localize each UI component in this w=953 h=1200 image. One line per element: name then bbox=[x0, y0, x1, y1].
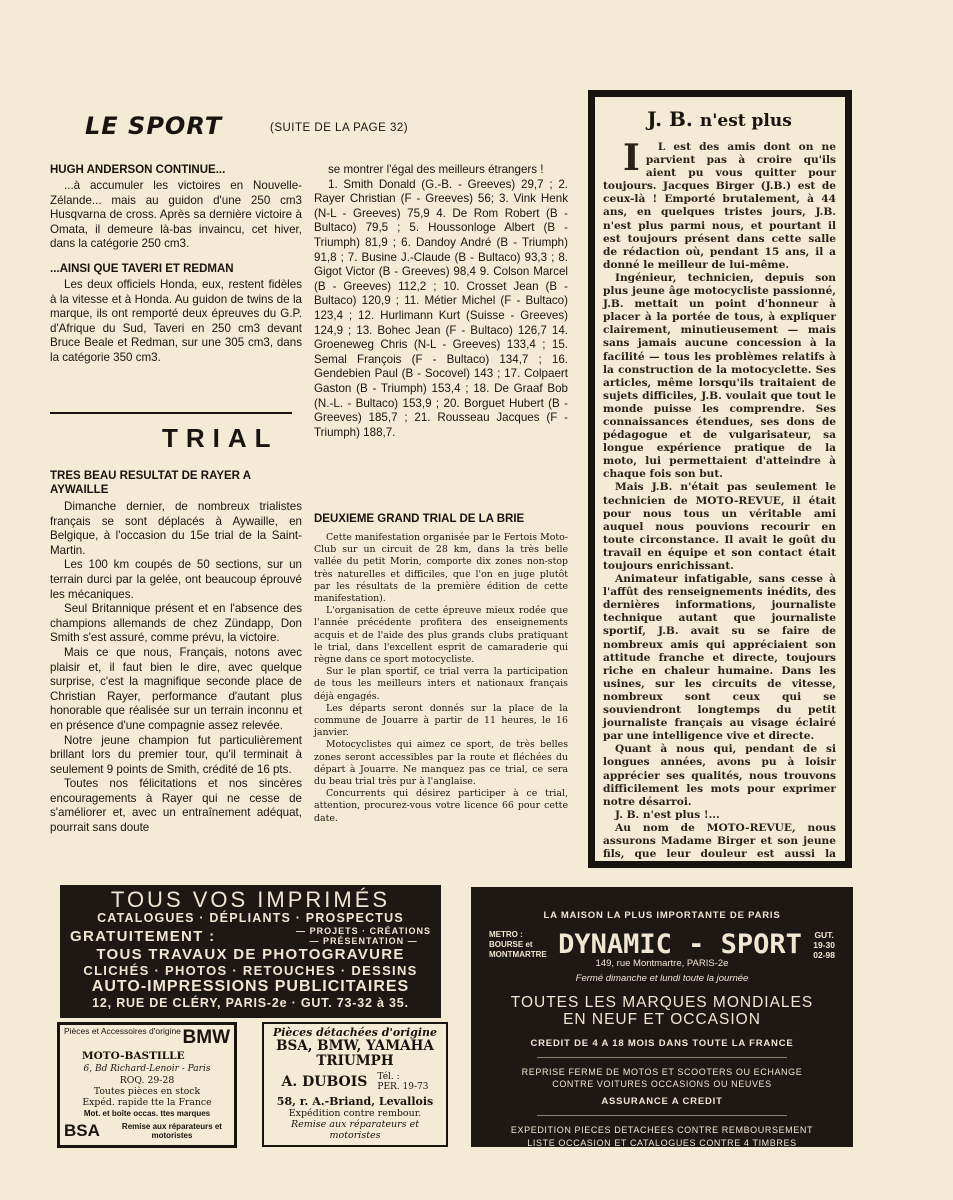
bmw-logo: BMW bbox=[182, 1027, 230, 1048]
paragraph: Mais J.B. n'était pas seulement le technicien de MOTO-REVUE, il était pour nous tous un véritable ami auquel nous pouvions recourir en toute circonstance. Il avait le goût du travail en équipe et son contact était toujours enrichissant. bbox=[603, 481, 836, 572]
paragraph: Ingénieur, technicien, depuis son plus jeune âge motocycliste passionné, J.B. mettait un point d'honneur à placer à la portée de tous, à expliquer clairement, minutieusement — mais sans jamais aucune concession à la facilité — tous les problèmes relatifs à la construction de la motocyclette. Ses articles, même lorsqu'ils traitaient de sujets difficiles, J.B. voulait que tout le monde puisse les comprendre. Ses connaissances étendues, ses dons de pédagogue et de vulgarisateur, sa longue expérience pratique de la moto, lui permettaient d'atteindre à chaque fois son but. bbox=[603, 271, 836, 481]
divider bbox=[537, 1057, 787, 1058]
divider bbox=[537, 1115, 787, 1116]
dynamic-sport-logo: DYNAMIC - SPORT bbox=[558, 929, 802, 960]
headline: HUGH ANDERSON CONTINUE... bbox=[50, 164, 226, 176]
paragraph: Les départs seront donnés sur la place de la commune de Jouarre à partir de 11 heures, le 16 janvier. bbox=[314, 702, 568, 739]
results-list: 1. Smith Donald (G.-B. - Greeves) 29,7 ; 2. Rayer Christian (F - Greeves) 56; 3. Vink Henk (N-L - Greeves) 75,9 4. De Rom Robert (B - Bultaco) 79,5 ; 5. Houssonloge Albert (B - Triumph) 81,9 ; 6. Dandoy André (B - Triumph) 91,8 ; 7. Busine J.-Claude (B - Bultaco) 93,3 ; 8. Gigot Victor (B - Greeves) 98,4 9. Colson Marcel (B - Greeves) 112,2 ; 10. Crosset Jean (B - Bultaco) 120,9 ; 11. Métier Michel (F - Bultaco) 123,4 ; 12. Hurlimann Kurt (Suisse - Greeves) 124,9 ; 13. Bohec Jean (F - Bultaco) 126,7 14. Groeneweg Chris (N-L - Greeves) 133,4 ; 15. Semal François (F - Bultaco) 134,7 ; 16. Gendebien Paul (B - Socovel) 143 ; 17. Colpaert Gaston (B - Triumph) 153,4 ; 18. De Graaf Bob (N.-L. - Bultaco) 153,9 ; 20. Borguet Hubert (B - Greeves) 185,7 ; 21. Rousseau Jacques (F - Triumph) 188,7. bbox=[314, 177, 568, 439]
trial-heading: TRIAL bbox=[162, 423, 279, 453]
continuation-note: (SUITE DE LA PAGE 32) bbox=[270, 122, 409, 134]
paragraph: Cette manifestation organisée par le Fertois Moto-Club sur un circuit de 28 km, dans la très belle vallée du petit Morin, comporte dix zones non-stop très naturelles et difficiles, que l'on en juge plutôt par les résultats de la première édition de cette manifestation). bbox=[314, 532, 568, 605]
obituary-box bbox=[588, 90, 852, 868]
paragraph: Sur le plan sportif, ce trial verra la participation de tous les meilleurs inters et nationaux français déjà engagés. bbox=[314, 666, 568, 702]
column-1 bbox=[50, 163, 302, 376]
section-title: LE SPORT bbox=[85, 112, 223, 140]
article-taveri-redman bbox=[50, 262, 302, 366]
paragraph: Dimanche dernier, de nombreux trialistes français se sont déplacés à Aywaille, en Belgique, à l'occasion du 15e trial de la Saint-Martin. bbox=[50, 500, 302, 557]
paragraph: Notre jeune champion fut particulièrement brillant lors du premier tour, qu'il terminait à seulement 9 points de Smith, crédité de 16 pts. bbox=[50, 733, 302, 776]
bsa-logo: BSA bbox=[64, 1121, 100, 1140]
column-2 bbox=[314, 163, 568, 440]
paragraph: Au nom de MOTO-REVUE, nous assurons Madame Birger et son jeune fils, que leur douleur est aussi la nôtre. bbox=[603, 821, 836, 868]
paragraph: ...à accumuler les victoires en Nouvelle-Zélande... mais au guidon d'une 250 cm3 Husqvarna de cross. Après sa dernière victoire à Omata, il demeure là-bas invaincu, cet hiver, dans la catégorie 250 cm3. bbox=[50, 179, 302, 251]
article-brie bbox=[314, 512, 568, 825]
paragraph: Animateur infatigable, sans cesse à l'affût des renseignements inédits, des dernières informations, journaliste technique autant que journaliste sportif, J.B. avait su se faire de nombreux amis qui appréciaient son attitude franche et directe, toujours riche en chaleur humaine. Dans les usines, sur les circuits de vitesse, nombreux sont ceux qui se souviendront longtemps du petit journaliste français au visage éclairé par une intelligence vive et directe. bbox=[603, 573, 836, 743]
paragraph: Les 100 km coupés de 50 sections, sur un terrain durci par la gelée, ont beaucoup éprouvé les mécaniques. bbox=[50, 558, 302, 601]
headline: ...AINSI QUE TAVERI ET REDMAN bbox=[50, 262, 234, 275]
article-anderson bbox=[50, 163, 302, 252]
paragraph: Quant à nous qui, pendant de si longues années, avons pu à loisir apprécier ses qualités, nous trouvons difficilement les mots pour exprimer notre désarroi. bbox=[603, 743, 836, 808]
ad-moto-bastille: Pièces et Accessoires d'origine BMW MOTO-BASTILLE 6, Bd Richard-Lenoir - Paris ROQ. 29-28 Toutes pièces en stock Expéd. rapide tte la France Mot. et boîte occas. ttes marques BSA Remise aux réparateurs et motoristes bbox=[57, 1022, 237, 1148]
ad-dynamic-sport: LA MAISON LA PLUS IMPORTANTE DE PARIS METRO : BOURSE et MONTMARTRE DYNAMIC - SPORT GUT. 19-30 02-98 149, rue Montmartre, PARIS-2e Fermé dimanche et lundi toute la journée TOUTES LES MARQUES MONDIALES EN NEUF ET OCCASION CREDIT DE 4 A 18 MOIS DANS TOUTE LA FRANCE REPRISE FERME DE MOTOS ET SCOOTERS OU ECHANGE CONTRE VOITURES OCCASIONS OU NEUVES ASSURANCE A CREDIT EXPEDITION PIECES DETACHEES CONTRE REMBOURSEMENT LISTE OCCASION ET CATALOGUES CONTRE 4 TIMBRES bbox=[471, 887, 853, 1147]
headline: DEUXIEME GRAND TRIAL DE LA BRIE bbox=[314, 513, 525, 525]
paragraph: Toutes nos félicitations et nos sincères encouragements à Rayer qui ne cesse de s'améliorer et, avec un entraînement adéquat, pourrait sans doute bbox=[50, 777, 302, 835]
ad-dubois: Pièces détachées d'origine BSA, BMW, YAMAHA TRIUMPH A. DUBOIS Tél. : PER. 19-73 58, r. A.-Briand, Levallois Expédition contre rembour. Remise aux réparateurs et motoristes bbox=[262, 1022, 448, 1147]
paragraph: Les deux officiels Honda, eux, restent fidèles à la vitesse et à Honda. Au guidon de twins de la marque, ils ont remporté deux épreuves du G.P. d'Afrique du Sud, Taveri en 250 cm3 devant Bruce Beale et Redman, sur une 305 cm3, dans la catégorie 350 cm3. bbox=[50, 277, 302, 364]
dropcap: I bbox=[623, 137, 640, 179]
obituary-title: J. B. n'est plus bbox=[647, 107, 792, 131]
article-aywaille bbox=[50, 469, 302, 836]
paragraph: Seul Britannique présent et en l'absence des champions allemands de chez Zündapp, Don Smith s'est assuré, comme prévu, la victoire. bbox=[50, 602, 302, 645]
paragraph: Motocyclistes qui aimez ce sport, de très belles zones seront accessibles par la route et fléchées du départ à Jouarre. Ne manquez pas ce trial, ce sera du beau trial très pur à l'anglaise. bbox=[314, 739, 568, 788]
paragraph: Concurrents qui désirez participer à ce trial, attention, procurez-vous votre licence 66 pour cette date. bbox=[314, 788, 568, 824]
paragraph: Mais ce que nous, Français, notons avec plaisir et, il faut bien le dire, avec quelque surprise, c'est la magnifique seconde place de Christian Rayer, performance d'autant plus honorable que réalisée sur un terrain inconnu et en présence d'une compagnie assez relevée. bbox=[50, 645, 302, 732]
obituary-body: I L est des amis dont on ne parvient pas à croire qu'ils aient pu vous quitter pour toujours. Jacques Birger (J.B.) est de ceux-là ! Emporté brutalement, à 44 ans, en quelques tristes jours, J.B. n'est plus parmi nous, et pourtant il est toujours présent dans cette salle de rédaction où, pendant 15 ans, il a donné le meilleur de lui-même. Ingénieur, technicien, depuis son plus jeune âge motocycliste passionné, J.B. mettait un point d'honneur à placer à la portée de tous, à expliquer clairement, minutieusement — mais sans jamais aucune concession à la facilité — tous les problèmes relatifs à la construction de la motocyclette. Ses articles, même lorsqu'ils traitaient de sujets difficiles, J.B. voulait que tout le monde puisse les comprendre. Ses connaissances étendues, ses dons de pédagogue et de vulgarisateur, sa longue expérience pratique de la moto, lui permettaient d'atteindre à chaque fois son but. Mais J.B. n'était pas seulement le technicien de MOTO-REVUE, il était pour nous tous un véritable ami auquel nous pouvions recourir en toute circonstance. Il avait le goût du travail en équipe et son contact était toujours enrichissant. Animateur infatigable, sans cesse à l'affût des renseignements inédits, des dernières informations, journaliste technique autant que journaliste sportif, J.B. avait su se faire de nombreux amis qui appréciaient son attitude franche et directe, toujours riche en chaleur humaine. Dans les usines, sur les circuits de vitesse, nombreux sont ceux qui se souviendront longtemps du petit journaliste français au visage éclairé par une intelligence vive et directe. Quant à nous qui, pendant de si longues années, avons pu à loisir apprécier ses qualités, nous trouvons difficilement les mots pour exprimer notre désarroi. J. B. n'est plus !... Au nom de MOTO-REVUE, nous assurons Madame Birger et son jeune fils, que leur douleur est aussi la nôtre. bbox=[603, 141, 836, 868]
headline: TRES BEAU RESULTAT DE RAYER A AYWAILLE bbox=[50, 470, 251, 496]
paragraph: L'organisation de cette épreuve mieux rodée que l'année précédente profitera des enseignements acquis et de l'aide des plus grands clubs pratiquant le trial, dans l'excellent esprit de camaraderie qui règne dans ce sport motocycliste. bbox=[314, 605, 568, 666]
paragraph: J. B. n'est plus !... bbox=[615, 808, 720, 821]
ad-imprimes: TOUS VOS IMPRIMÉS CATALOGUES · DÉPLIANTS · PROSPECTUS GRATUITEMENT : — PROJETS · CRÉATIONS — PRÉSENTATION — TOUS TRAVAUX DE PHOTOGRAVURE CLICHÉS · PHOTOS · RETOUCHES · DESSINS AUTO-IMPRESSIONS PUBLICITAIRES 12, RUE DE CLÉRY, PARIS-2e · GUT. 73-32 à 35. bbox=[60, 885, 441, 1018]
divider bbox=[50, 412, 292, 414]
paragraph: se montrer l'égal des meilleurs étrangers ! bbox=[328, 163, 544, 176]
